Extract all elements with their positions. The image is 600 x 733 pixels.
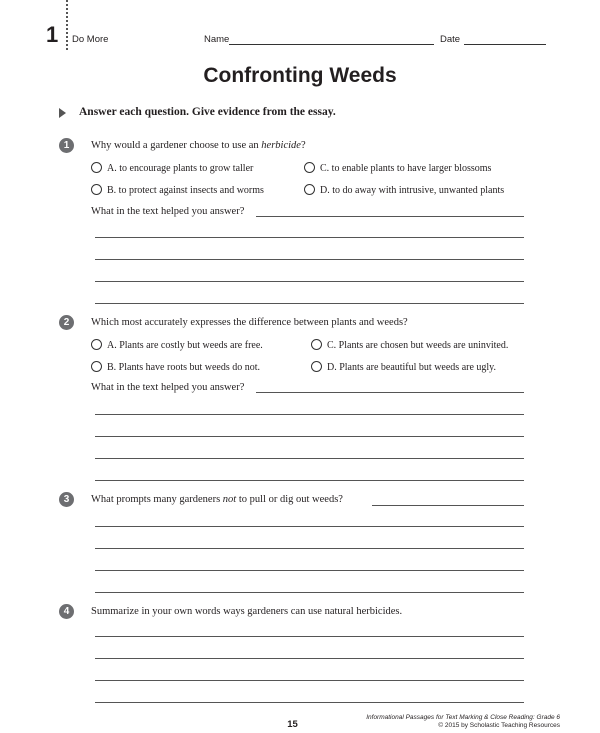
radio-icon[interactable] [91, 339, 102, 350]
q2-evidence-prompt: What in the text helped you answer? [91, 382, 245, 393]
answer-line[interactable] [95, 237, 524, 238]
answer-line[interactable] [95, 592, 524, 593]
page-number: 15 [287, 719, 298, 730]
q2-option-a[interactable]: A. Plants are costly but weeds are free. [91, 339, 263, 351]
section-label: Do More [72, 34, 109, 45]
name-field[interactable] [229, 44, 434, 45]
answer-line[interactable] [95, 436, 524, 437]
answer-line[interactable] [95, 480, 524, 481]
question-number-2: 2 [59, 315, 74, 330]
instructions: Answer each question. Give evidence from the essay. [79, 106, 336, 118]
question-number-1: 1 [59, 138, 74, 153]
question-2-prompt: Which most accurately expresses the difference between plants and weeds? [91, 317, 408, 328]
answer-line[interactable] [95, 570, 524, 571]
book-title: Informational Passages for Text Marking & Close Reading: Grade 6 [366, 714, 560, 721]
answer-line[interactable] [95, 259, 524, 260]
q2-option-b[interactable]: B. Plants have roots but weeds do not. [91, 361, 260, 373]
question-1-prompt: Why would a gardener choose to use an herbicide? [91, 140, 306, 151]
q1-option-a[interactable]: A. to encourage plants to grow taller [91, 162, 253, 174]
q1-option-b[interactable]: B. to protect against insects and worms [91, 184, 264, 196]
q1-option-d[interactable]: D. to do away with intrusive, unwanted plants [304, 184, 504, 196]
date-field[interactable] [464, 44, 546, 45]
question-number-4: 4 [59, 604, 74, 619]
answer-line[interactable] [95, 414, 524, 415]
radio-icon[interactable] [91, 361, 102, 372]
question-4-prompt: Summarize in your own words ways gardeners can use natural herbicides. [91, 606, 403, 617]
question-3-prompt: What prompts many gardeners not to pull or dig out weeds? [91, 494, 343, 505]
answer-line[interactable] [95, 658, 524, 659]
page-title: Confronting Weeds [203, 64, 397, 87]
q1-option-c[interactable]: C. to enable plants to have larger blossoms [304, 162, 491, 174]
answer-line[interactable] [95, 548, 524, 549]
answer-line[interactable] [95, 526, 524, 527]
question-number-3: 3 [59, 492, 74, 507]
header-divider [66, 0, 68, 50]
radio-icon[interactable] [304, 184, 315, 195]
date-label: Date [440, 34, 461, 45]
answer-line[interactable] [95, 303, 524, 304]
arrow-icon [59, 108, 66, 118]
answer-line[interactable] [95, 458, 524, 459]
q2-option-d[interactable]: D. Plants are beautiful but weeds are ugly. [311, 361, 496, 373]
copyright: © 2015 by Scholastic Teaching Resources [438, 722, 560, 729]
radio-icon[interactable] [311, 361, 322, 372]
radio-icon[interactable] [91, 184, 102, 195]
answer-line[interactable] [256, 392, 524, 393]
answer-line[interactable] [95, 281, 524, 282]
radio-icon[interactable] [311, 339, 322, 350]
unit-number: 1 [46, 22, 59, 47]
radio-icon[interactable] [91, 162, 102, 173]
answer-line[interactable] [95, 636, 524, 637]
radio-icon[interactable] [304, 162, 315, 173]
answer-line[interactable] [95, 702, 524, 703]
answer-line[interactable] [372, 505, 524, 506]
answer-line[interactable] [95, 680, 524, 681]
q1-evidence-prompt: What in the text helped you answer? [91, 206, 245, 217]
name-label: Name [204, 34, 230, 45]
answer-line[interactable] [256, 216, 524, 217]
q2-option-c[interactable]: C. Plants are chosen but weeds are uninvited. [311, 339, 508, 351]
